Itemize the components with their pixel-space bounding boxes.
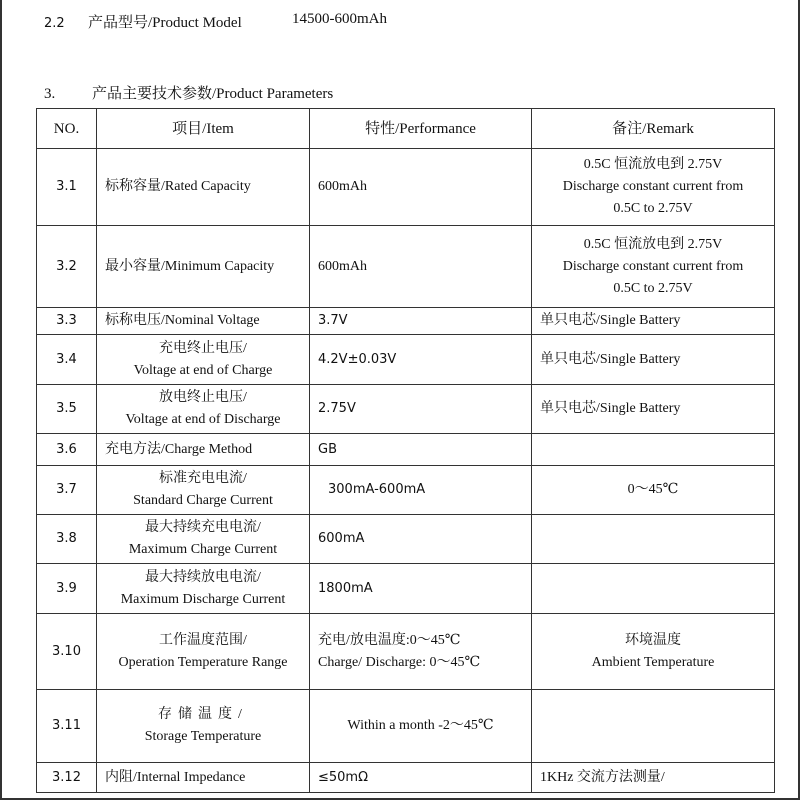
performance-text: 1800mA (318, 580, 373, 596)
remark-cell (532, 149, 775, 226)
item-text: 最小容量/Minimum Capacity (105, 258, 275, 274)
performance-text: Charge/ Discharge: 0～45℃ (318, 654, 481, 670)
header-remark: 备注/Remark (532, 109, 775, 149)
performance-cell (310, 149, 532, 226)
remark-cell (532, 308, 775, 335)
remark-text: 0.5C 恒流放电到 2.75V (583, 236, 723, 252)
performance-text: 2.75V (318, 401, 356, 416)
row-number: 3.2 (37, 226, 97, 308)
performance-text: Within a month -2～45℃ (347, 718, 494, 733)
item-cell (97, 149, 310, 226)
product-parameters-heading (44, 82, 333, 103)
remark-text: 1KHz 交流方法测量/ (540, 769, 665, 785)
remark-text: 0.5C to 2.75V (613, 201, 693, 216)
performance-text: GB (318, 441, 337, 457)
row-number: 3.12 (37, 763, 97, 793)
section-number: 2.2 (44, 16, 65, 31)
table-header-row (37, 109, 775, 149)
remark-text: Discharge constant current from (562, 258, 744, 274)
performance-cell (310, 385, 532, 434)
row-number: 3.9 (37, 564, 97, 614)
item-text: 最大持续放电电流/ (145, 569, 261, 585)
table-row (37, 308, 775, 335)
item-cell (97, 226, 310, 308)
remark-cell (532, 466, 775, 515)
row-number: 3.6 (37, 434, 97, 466)
table-row (37, 763, 775, 793)
item-text: 标称容量/Rated Capacity (105, 179, 251, 194)
remark-text: 单只电芯/Single Battery (540, 401, 681, 416)
performance-cell (310, 226, 532, 308)
item-text: Voltage at end of Discharge (125, 412, 281, 427)
product-model-label: 产品型号/Product Model (88, 15, 242, 31)
performance-cell (310, 564, 532, 614)
table-row (37, 466, 775, 515)
item-text: 放电终止电压/ (159, 390, 247, 405)
table-row (37, 226, 775, 308)
row-number: 3.4 (37, 335, 97, 385)
item-text: Storage Temperature (144, 729, 262, 744)
remark-cell (532, 614, 775, 690)
remark-cell (532, 335, 775, 385)
remark-cell (532, 564, 775, 614)
row-number: 3.3 (37, 308, 97, 335)
item-text: 内阻/Internal Impedance (105, 769, 246, 785)
performance-text: 4.2V±0.03V (318, 351, 397, 367)
remark-cell (532, 690, 775, 763)
table-row (37, 614, 775, 690)
performance-cell (310, 466, 532, 515)
performance-text: 充电/放电温度:0～45℃ (318, 632, 461, 648)
table-row (37, 149, 775, 226)
item-text: 标准充电电流/ (159, 471, 247, 486)
performance-cell (310, 763, 532, 793)
item-text: 工作温度范围/ (159, 632, 247, 648)
header-no: NO. (37, 109, 97, 149)
item-text: Maximum Discharge Current (120, 591, 286, 607)
product-parameters-table (36, 108, 775, 793)
row-number: 3.8 (37, 515, 97, 564)
table-row (37, 564, 775, 614)
performance-cell (310, 614, 532, 690)
item-text: Maximum Charge Current (128, 542, 278, 557)
item-cell (97, 335, 310, 385)
row-number: 3.1 (37, 149, 97, 226)
remark-text: 0.5C 恒流放电到 2.75V (583, 157, 723, 172)
remark-text: Discharge constant current from (562, 179, 744, 194)
performance-cell (310, 434, 532, 466)
performance-cell (310, 335, 532, 385)
item-cell (97, 466, 310, 515)
item-cell (97, 690, 310, 763)
row-number: 3.7 (37, 466, 97, 515)
performance-text: ≤50mΩ (318, 769, 369, 785)
row-number: 3.10 (37, 614, 97, 690)
item-cell (97, 763, 310, 793)
product-model-value: 14500-600mAh (292, 11, 387, 27)
section-number: 3. (44, 86, 56, 102)
performance-text: 600mAh (318, 179, 367, 194)
row-number: 3.11 (37, 690, 97, 763)
performance-text: 600mA (318, 531, 365, 546)
remark-text: 环境温度 (625, 632, 681, 648)
item-text: Operation Temperature Range (118, 654, 288, 670)
performance-text: 300mA-600mA (328, 482, 426, 497)
header-item: 项目/Item (97, 109, 310, 149)
remark-text: Ambient Temperature (591, 654, 715, 670)
item-text: Standard Charge Current (133, 493, 273, 508)
item-text: 存储温度/ (158, 707, 248, 722)
item-cell (97, 385, 310, 434)
performance-text: 600mAh (318, 258, 367, 274)
remark-cell (532, 434, 775, 466)
product-model-heading (44, 11, 242, 32)
item-cell (97, 434, 310, 466)
performance-cell (310, 308, 532, 335)
table-row (37, 434, 775, 466)
remark-cell (532, 385, 775, 434)
row-number: 3.5 (37, 385, 97, 434)
item-text: 标称电压/Nominal Voltage (105, 313, 260, 328)
remark-cell (532, 515, 775, 564)
remark-cell (532, 763, 775, 793)
item-cell (97, 308, 310, 335)
remark-text: 单只电芯/Single Battery (540, 313, 681, 328)
header-performance: 特性/Performance (310, 109, 532, 149)
product-parameters-label: 产品主要技术参数/Product Parameters (92, 86, 334, 102)
table-row (37, 385, 775, 434)
item-text: 充电方法/Charge Method (105, 441, 253, 457)
table-row (37, 515, 775, 564)
item-text: 充电终止电压/ (159, 340, 247, 356)
item-cell (97, 515, 310, 564)
performance-cell (310, 690, 532, 763)
item-cell (97, 614, 310, 690)
performance-text: 3.7V (318, 313, 348, 328)
remark-text: 0～45℃ (627, 482, 679, 497)
item-text: 最大持续充电电流/ (145, 520, 261, 535)
table-row (37, 335, 775, 385)
item-cell (97, 564, 310, 614)
remark-text: 0.5C to 2.75V (613, 280, 693, 296)
remark-cell (532, 226, 775, 308)
remark-text: 单只电芯/Single Battery (540, 351, 681, 367)
performance-cell (310, 515, 532, 564)
table-row (37, 690, 775, 763)
item-text: Voltage at end of Charge (133, 362, 273, 378)
